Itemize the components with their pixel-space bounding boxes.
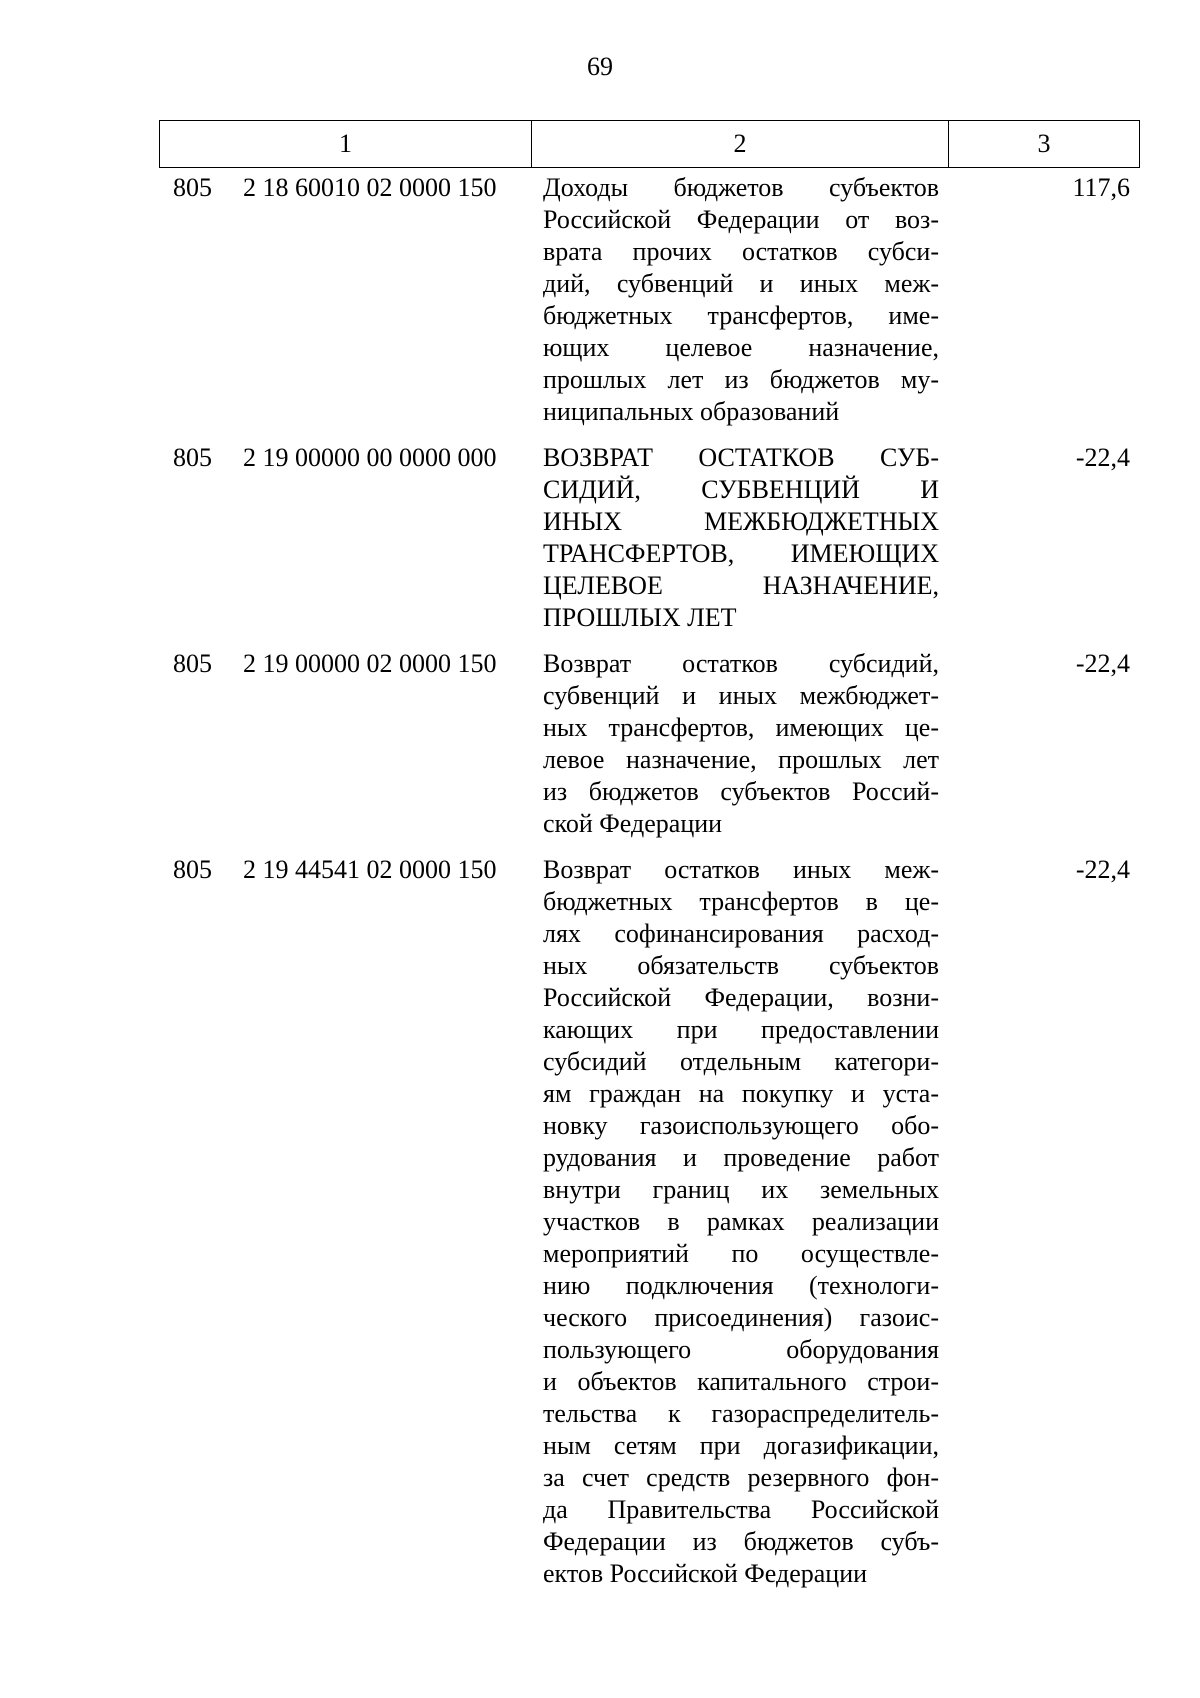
amount-value: -22,4 (1075, 855, 1130, 884)
budget-classification-code: 2 19 44541 02 0000 150 (243, 855, 497, 884)
description-line: субсидий отдельным категори- (543, 1047, 939, 1076)
description-line: пользующего оборудования (543, 1335, 939, 1364)
description-line: ТРАНСФЕРТОВ, ИМЕЮЩИХ (543, 539, 939, 568)
description-line: ным сетям при догазификации, (543, 1431, 939, 1460)
table-row (159, 442, 1140, 634)
income-description (543, 854, 939, 1590)
description-line: внутри границ их земельных (543, 1175, 939, 1204)
description-line: из бюджетов субъектов Россий- (543, 777, 939, 806)
description-line: прошлых лет из бюджетов му- (543, 365, 939, 394)
description-line: ных трансфертов, имеющих це- (543, 713, 939, 742)
description-line: Доходы бюджетов субъектов (543, 173, 939, 202)
page-number: 69 (587, 52, 613, 81)
description-line: субвенций и иных межбюджет- (543, 681, 939, 710)
table-row (159, 172, 1140, 428)
description-line: ческого присоединения) газоис- (543, 1303, 939, 1332)
description-line: врата прочих остатков субси- (543, 237, 939, 266)
description-line: ской Федерации (543, 809, 723, 838)
income-description (543, 442, 939, 634)
description-line: за счет средств резервного фон- (543, 1463, 939, 1492)
description-line: новку газоиспользующего обо- (543, 1111, 939, 1140)
description-line: Возврат остатков иных меж- (543, 855, 939, 884)
description-line: и объектов капитального строи- (543, 1367, 939, 1396)
income-description (543, 172, 939, 428)
budget-classification-code: 2 19 00000 02 0000 150 (243, 649, 497, 678)
table-header (159, 120, 1140, 168)
admin-code: 805 (173, 855, 212, 884)
amount-value: -22,4 (1075, 443, 1130, 472)
income-description (543, 648, 939, 840)
admin-code: 805 (173, 173, 212, 202)
description-line: левое назначение, прошлых лет (543, 745, 939, 774)
description-line: участков в рамках реализации (543, 1207, 939, 1236)
admin-code: 805 (173, 649, 212, 678)
description-line: ям граждан на покупку и уста- (543, 1079, 939, 1108)
header-col-3: 3 (1037, 129, 1051, 158)
table-body (159, 172, 1140, 1604)
budget-classification-code: 2 19 00000 00 0000 000 (243, 443, 497, 472)
description-line: Российской Федерации от воз- (543, 205, 939, 234)
description-line: кающих при предоставлении (543, 1015, 939, 1044)
table-row (159, 854, 1140, 1590)
amount-value: 117,6 (1072, 173, 1130, 202)
description-line: лях софинансирования расход- (543, 919, 939, 948)
header-col-2: 2 (532, 121, 949, 167)
description-line: дий, субвенций и иных меж- (543, 269, 939, 298)
description-line: ПРОШЛЫХ ЛЕТ (543, 603, 737, 632)
budget-classification-code: 2 18 60010 02 0000 150 (243, 173, 497, 202)
description-line: Российской Федерации, возни- (543, 983, 939, 1012)
table-row (159, 648, 1140, 840)
description-line: ных обязательств субъектов (543, 951, 939, 980)
description-line: Федерации из бюджетов субъ- (543, 1527, 939, 1556)
description-line: Возврат остатков субсидий, (543, 649, 939, 678)
admin-code: 805 (173, 443, 212, 472)
description-line: ектов Российской Федерации (543, 1559, 868, 1588)
description-line: ЦЕЛЕВОЕ НАЗНАЧЕНИЕ, (543, 571, 939, 600)
description-line: ВОЗВРАТ ОСТАТКОВ СУБ- (543, 443, 939, 472)
amount-value: -22,4 (1075, 649, 1130, 678)
description-line: да Правительства Российской (543, 1495, 939, 1524)
header-col-1: 1 (160, 121, 532, 167)
description-line: ниципальных образований (543, 397, 840, 426)
description-line: мероприятий по осуществле- (543, 1239, 939, 1268)
description-line: бюджетных трансфертов, име- (543, 301, 939, 330)
description-line: нию подключения (технологи- (543, 1271, 939, 1300)
description-line: бюджетных трансфертов в це- (543, 887, 939, 916)
description-line: рудования и проведение работ (543, 1143, 939, 1172)
description-line: СИДИЙ, СУБВЕНЦИЙ И (543, 475, 939, 504)
description-line: ИНЫХ МЕЖБЮДЖЕТНЫХ (543, 507, 939, 536)
description-line: ющих целевое назначение, (543, 333, 939, 362)
description-line: тельства к газораспределитель- (543, 1399, 939, 1428)
